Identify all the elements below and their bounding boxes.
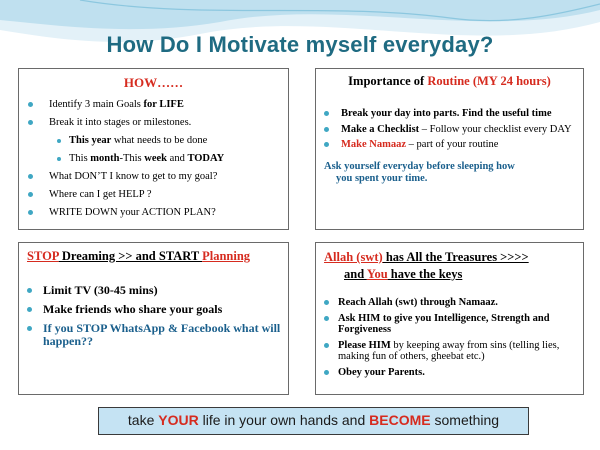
allah-box	[315, 242, 584, 395]
heading-text: and	[344, 267, 367, 281]
item-text: – Follow your checklist every DAY	[419, 123, 572, 135]
how-box	[18, 68, 289, 230]
item-bold: Obey your Parents.	[338, 366, 425, 378]
stop-list	[19, 284, 288, 348]
item-text: Break it into stages or milestones.	[49, 117, 192, 128]
item-text: what needs to be done	[111, 135, 208, 146]
routine-box	[315, 68, 584, 230]
list-item: Make friends who share your goals	[19, 303, 288, 316]
item-text: -This	[119, 153, 145, 164]
item-text: This	[69, 153, 91, 164]
banner-text: life in your own hands and	[198, 412, 370, 428]
item-text: – part of your routine	[406, 139, 499, 150]
item-bold: This year	[69, 135, 112, 146]
allah-list	[316, 297, 583, 378]
item-text: What DON’T I know to get to my goal?	[49, 171, 218, 182]
item-bold: Make a Checklist	[341, 123, 420, 135]
item-bold: Reach Allah (swt) through Namaaz.	[338, 297, 498, 308]
item-text: Where can I get HELP ?	[49, 189, 152, 200]
banner-text: something	[430, 412, 500, 428]
item-text: and	[167, 153, 188, 164]
heading-text: Importance of	[348, 74, 428, 88]
sub-list-item	[19, 135, 288, 147]
list-item	[316, 367, 583, 379]
item-bold: month	[90, 153, 120, 164]
heading-red-text: Allah (swt)	[324, 250, 383, 264]
list-item	[19, 189, 288, 201]
list-item	[316, 297, 583, 309]
item-bold: Ask HIM to give you Intelligence, Strength and Forgiveness	[338, 312, 550, 335]
motivation-banner	[98, 407, 529, 435]
heading-text: have the keys	[387, 267, 463, 281]
stop-heading	[19, 243, 288, 264]
list-item	[316, 340, 583, 363]
list-item	[316, 313, 583, 336]
banner-red-text: YOUR	[158, 412, 199, 428]
item-bold: week	[144, 153, 168, 164]
item-text: Identify 3 main Goals	[49, 99, 144, 110]
banner-text: take	[127, 412, 159, 428]
item-bold: Please HIM	[338, 339, 391, 351]
how-list	[19, 99, 288, 219]
allah-heading	[316, 243, 583, 283]
list-item	[19, 207, 288, 219]
routine-tail-text	[324, 161, 573, 185]
list-item	[316, 124, 583, 136]
page-title: How Do I Motivate myself everyday?	[106, 32, 494, 57]
how-heading: HOW……	[123, 75, 184, 90]
list-item: If you STOP WhatsApp & Facebook what will happen??	[19, 322, 288, 348]
heading-red-text: STOP	[27, 249, 59, 263]
routine-list	[316, 108, 583, 151]
heading-red-text: You	[366, 267, 388, 281]
item-text: by keeping away from sins (telling lies, making fun of others, gheebat etc.)	[338, 339, 560, 362]
tail-line: you spent your time.	[336, 172, 428, 184]
item-bold: for LIFE	[143, 99, 184, 110]
banner-red-text: BECOME	[369, 412, 431, 428]
stop-dreaming-box	[18, 242, 289, 395]
item-red-bold: Make Namaaz	[341, 139, 407, 150]
heading-text: has All the Treasures >>>>	[382, 250, 529, 264]
list-item: Limit TV (30-45 mins)	[19, 284, 288, 297]
list-item	[19, 99, 288, 111]
item-bold: Break your day into parts. Find the useful time	[341, 108, 552, 119]
heading-red-text: Planning	[202, 249, 251, 263]
heading-text: Dreaming >> and START	[58, 249, 203, 263]
list-item	[316, 139, 583, 151]
tail-line: Ask yourself everyday before sleeping how	[324, 160, 515, 172]
list-item	[19, 171, 288, 183]
item-bold: TODAY	[187, 153, 225, 164]
sub-list-item	[19, 153, 288, 165]
list-item	[316, 108, 583, 120]
list-item	[19, 117, 288, 129]
heading-red-text: Routine (MY 24 hours)	[427, 74, 551, 88]
routine-heading	[316, 69, 583, 89]
item-text: WRITE DOWN your ACTION PLAN?	[49, 207, 216, 218]
heading-line-2	[324, 266, 583, 283]
